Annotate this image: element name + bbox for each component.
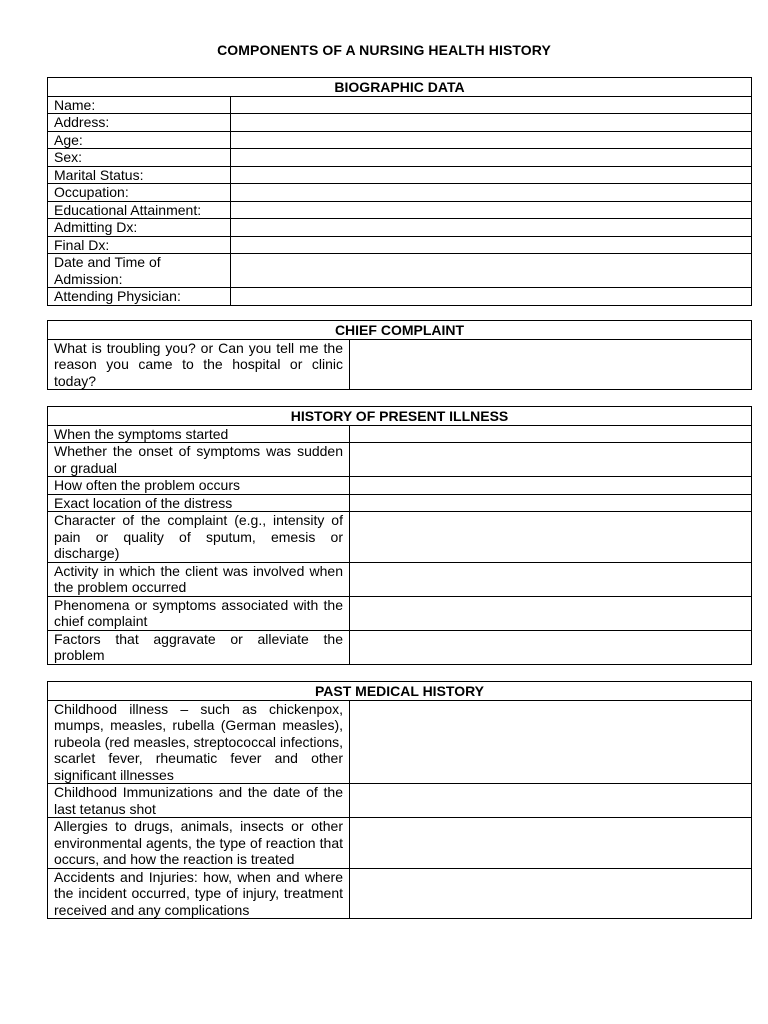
past-medical-header: PAST MEDICAL HISTORY [48,682,752,701]
table-row [48,477,752,495]
field-attending-physician-input[interactable] [231,288,752,306]
pmh-answer-childhood-illness[interactable] [350,700,752,784]
past-medical-table [47,681,752,919]
table-row [48,784,752,818]
hpi-item-aggravating-factors: Factors that aggravate or alleviate the problem [48,630,350,664]
pmh-item-immunizations: Childhood Immunizations and the date of the last tetanus shot [48,784,350,818]
pmh-item-accidents: Accidents and Injuries: how, when and where the incident occurred, type of injury, treatment received and any complications [48,868,350,919]
field-label-final-dx: Final Dx: [48,236,231,254]
pmh-answer-accidents[interactable] [350,868,752,919]
biographic-data-header: BIOGRAPHIC DATA [48,78,752,97]
table-row [48,868,752,919]
hpi-item-onset-type: Whether the onset of symptoms was sudden or gradual [48,443,350,477]
table-row [48,96,752,114]
table-row [48,512,752,563]
field-label-admitting-dx: Admitting Dx: [48,219,231,237]
table-row [48,630,752,664]
pmh-item-allergies: Allergies to drugs, animals, insects or other environmental agents, the type of reaction that occurs, and how the reaction is treated [48,818,350,869]
field-label-age: Age: [48,131,231,149]
page-title: COMPONENTS OF A NURSING HEALTH HISTORY [217,42,551,58]
chief-complaint-question: What is troubling you? or Can you tell me the reason you came to the hospital or clinic today? [48,339,350,390]
hpi-item-location: Exact location of the distress [48,494,350,512]
hpi-item-associated-symptoms: Phenomena or symptoms associated with the chief complaint [48,596,350,630]
field-label-name: Name: [48,96,231,114]
hpi-item-character: Character of the complaint (e.g., intensity of pain or quality of sputum, emesis or discharge) [48,512,350,563]
hpi-answer-location[interactable] [350,494,752,512]
hpi-answer-character[interactable] [350,512,752,563]
table-row [48,288,752,306]
field-label-attending-physician: Attending Physician: [48,288,231,306]
hpi-item-activity: Activity in which the client was involved when the problem occurred [48,562,350,596]
table-row [48,443,752,477]
hpi-answer-onset-type[interactable] [350,443,752,477]
hpi-answer-onset-time[interactable] [350,425,752,443]
field-age-input[interactable] [231,131,752,149]
present-illness-header: HISTORY OF PRESENT ILLNESS [48,407,752,426]
field-name-input[interactable] [231,96,752,114]
field-label-address: Address: [48,114,231,132]
table-row [48,166,752,184]
table-row [48,425,752,443]
table-row [48,114,752,132]
hpi-answer-aggravating-factors[interactable] [350,630,752,664]
field-label-educational-attainment: Educational Attainment: [48,201,231,219]
field-educational-attainment-input[interactable] [231,201,752,219]
chief-complaint-header: CHIEF COMPLAINT [48,321,752,340]
field-admitting-dx-input[interactable] [231,219,752,237]
table-row [48,494,752,512]
table-row [48,236,752,254]
table-row [48,201,752,219]
hpi-item-frequency: How often the problem occurs [48,477,350,495]
field-sex-input[interactable] [231,149,752,167]
field-final-dx-input[interactable] [231,236,752,254]
pmh-answer-allergies[interactable] [350,818,752,869]
table-row [48,184,752,202]
table-row [48,254,752,288]
hpi-answer-activity[interactable] [350,562,752,596]
pmh-item-childhood-illness: Childhood illness – such as chickenpox, mumps, measles, rubella (German measles), rubeola (red measles, streptococcal infections, scarlet fever, rheumatic fever and other significant illnesses [48,700,350,784]
table-row [48,700,752,784]
table-row [48,596,752,630]
field-label-occupation: Occupation: [48,184,231,202]
table-row [48,818,752,869]
hpi-item-onset-time: When the symptoms started [48,425,350,443]
biographic-data-table [47,77,752,306]
field-label-marital-status: Marital Status: [48,166,231,184]
table-row [48,149,752,167]
field-label-sex: Sex: [48,149,231,167]
present-illness-table [47,406,752,665]
field-occupation-input[interactable] [231,184,752,202]
table-row [48,219,752,237]
table-row [48,131,752,149]
chief-complaint-answer[interactable] [350,339,752,390]
field-date-time-admission-input[interactable] [231,254,752,288]
field-marital-status-input[interactable] [231,166,752,184]
pmh-answer-immunizations[interactable] [350,784,752,818]
field-address-input[interactable] [231,114,752,132]
hpi-answer-frequency[interactable] [350,477,752,495]
table-row [48,562,752,596]
table-row [48,339,752,390]
field-label-date-time-admission: Date and Time of Admission: [48,254,231,288]
hpi-answer-associated-symptoms[interactable] [350,596,752,630]
chief-complaint-table [47,320,752,390]
